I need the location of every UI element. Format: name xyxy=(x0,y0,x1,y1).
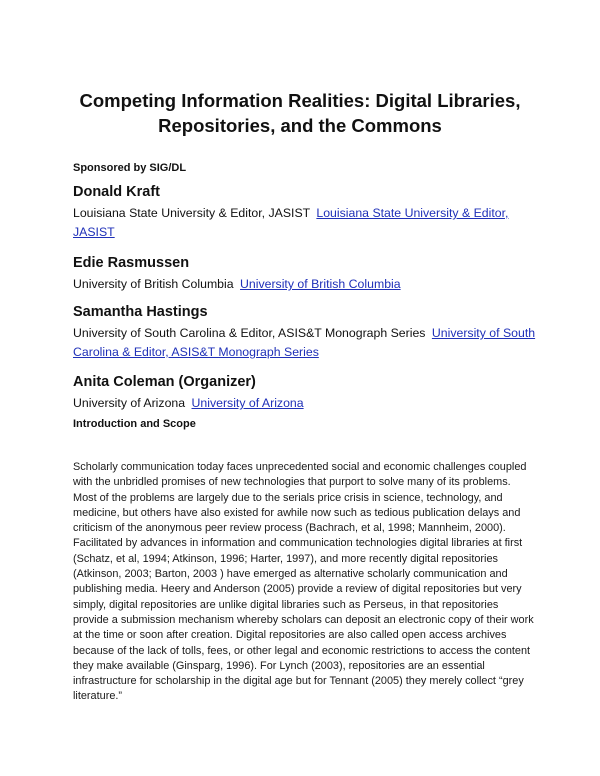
affiliation-link[interactable]: University of British Columbia xyxy=(240,277,401,291)
affiliation-link[interactable]: University of Arizona xyxy=(191,396,304,410)
paper-title-line-2: Repositories, and the Commons xyxy=(158,115,442,136)
paper-title-line-1: Competing Information Realities: Digital Libraries, xyxy=(79,90,521,111)
author-name: Edie Rasmussen xyxy=(73,255,190,271)
sponsor-label: Sponsored by SIG/DL xyxy=(73,162,187,174)
section-heading: Introduction and Scope xyxy=(73,418,196,430)
affiliation-text: University of British Columbia xyxy=(73,277,234,291)
author-name: Donald Kraft xyxy=(73,184,160,200)
author-name: Samantha Hastings xyxy=(73,304,208,320)
author-block xyxy=(73,253,543,294)
author-affiliation xyxy=(73,204,543,242)
author-block xyxy=(73,372,543,413)
affiliation-text: Louisiana State University & Editor, JASIST xyxy=(73,206,310,220)
affiliation-text: University of South Carolina & Editor, ASIS&T Monograph Series xyxy=(73,326,426,340)
intro-paragraph: Scholarly communication today faces unprecedented social and economic challenges coupled with the unbridled promises of new technologies that purport to solve many of its problems. Most of the problems are largely due to the serials price crisis in science, technology, and medicine, but others have also existed for awhile now such as tedious publication delays and criticism of the anonymous peer review process (Bachrach, et al, 1998; Mannheim, 2000). Facilitated by advances in information and communication technologies digital libraries at first (Schatz, et al, 1994; Atkinson, 1996; Harter, 1997), and more recently digital repositories (Atkinson, 2003; Barton, 2003 ) have emerged as alternative scholarly communication and publishing media. Heery and Anderson (2005) provide a review of digital repositories but very simply, digital repositories are unlike digital libraries such as Perseus, in that repositories provide a submission mechanism whereby scholars can deposit an electronic copy of their work at the time or soon after creation. Digital repositories are also called open access archives because of the lack of tolls, fees, or other legal and economic restrictions to access the content they make available (Ginsparg, 1996). For Lynch (2003), repositories are an essential infrastructure for scholarship in the digital age but for Tennant (2005) they merely collect “grey literature.” xyxy=(73,461,534,703)
author-affiliation xyxy=(73,394,543,413)
author-block xyxy=(73,302,543,362)
author-affiliation xyxy=(73,324,543,362)
paper-title xyxy=(40,88,560,138)
author-block xyxy=(73,182,543,242)
affiliation-text: University of Arizona xyxy=(73,396,186,410)
affiliation-link[interactable]: University of South Carolina & Editor, ASIS&T Monograph Series xyxy=(73,326,536,359)
author-affiliation xyxy=(73,275,543,294)
author-name: Anita Coleman (Organizer) xyxy=(73,374,256,390)
affiliation-link[interactable]: Louisiana State University & Editor, JASIST xyxy=(73,206,509,239)
